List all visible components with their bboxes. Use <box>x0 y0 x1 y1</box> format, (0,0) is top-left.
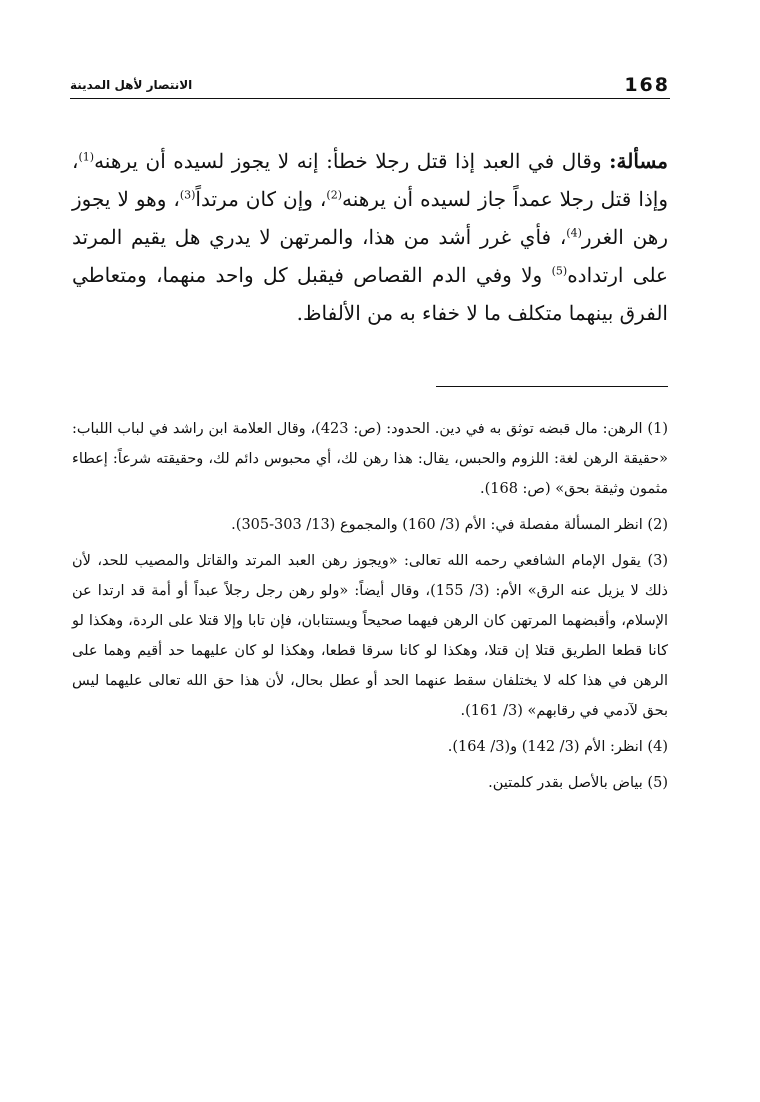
running-title: الانتصار لأهل المدينة <box>70 78 193 92</box>
footnote-number: (3) <box>647 553 669 569</box>
footnote-text: انظر: الأم (3/ 142) و(3/ 164). <box>447 739 643 755</box>
footnote-number: (2) <box>647 517 668 533</box>
text-segment: ، وإذا قتل رجلا عمداً جاز لسيده أن يرهنه <box>72 149 668 211</box>
footnotes <box>72 414 668 804</box>
text-segment: ، وإن كان مرتداً <box>195 187 327 211</box>
footnote-2 <box>72 510 668 540</box>
text-segment: ، فأي غرر أشد من هذا، والمرتهن لا يدري هل يقيم المرتد على ارتداده <box>72 225 668 287</box>
footnote-text: بياض بالأصل بقدر كلمتين. <box>488 775 643 791</box>
text-segment: ، وهو لا يجوز رهن الغرر <box>72 187 669 249</box>
header-rule <box>70 98 670 99</box>
footnote-number: (5) <box>647 775 668 791</box>
footnote-ref-4[interactable]: (4) <box>566 226 582 240</box>
footnote-ref-3[interactable]: (3) <box>179 188 196 202</box>
text-segment: ولا وفي الدم القصاص فيقبل كل واحد منهما، ومتعاطي الفرق بينهما متكلف ما لا خفاء به من الألفاظ. <box>72 263 668 325</box>
footnote-number: (1) <box>647 421 668 437</box>
footnote-text: يقول الإمام الشافعي رحمه الله تعالى: «ويجوز رهن العبد المرتد والقاتل والمصيب للحد، لأن ذلك لا يزيل عنه الرق» الأم: (3/ 155)، وقال أيضاً: «ولو رهن رجل رجلاً عبداً أو أمة قد ارتدا عن الإسلام، وأقبضهما المرتهن كان الرهن فيهما صحيحاً ويستتابان، فإن تابا وإلا قتلا على الردة، وهكذا لو كانا قطعا الطريق قتلا إن قتلا، وهكذا لو كانا سرقا قطعا، وهكذا لو كان عليهما حد أقيم وهما على الرهن في هذا كله لا يختلفان سقط عنهما الحد أو عطل بحال، لأن هذا حق الله تعالى عليهما ليس بحق لآدمي في رقابهم» (3/ 161). <box>72 553 668 719</box>
issue-label: مسألة: <box>609 149 669 173</box>
footnote-separator <box>436 386 668 387</box>
footnote-3 <box>72 546 668 726</box>
footnote-1 <box>72 414 668 504</box>
footnote-ref-2[interactable]: (2) <box>326 188 342 202</box>
footnote-4 <box>72 732 668 762</box>
footnote-ref-5[interactable]: (5) <box>551 264 568 278</box>
footnote-text: انظر المسألة مفصلة في: الأم (3/ 160) والمجموع (13/ 303-305). <box>231 517 643 533</box>
footnote-text: الرهن: مال قبضه توثق به في دين. الحدود: (ص: 423)، وقال العلامة ابن راشد في لباب اللباب: «حقيقة الرهن لغة: اللزوم والحبس، يقال: هذا رهن لك، أي محبوس دائم لك، وحقيقته شرعاً: إعطاء مثمون وثيقة بحق» (ص: 168). <box>72 421 668 497</box>
text-segment: وقال في العبد إذا قتل رجلا خطأ: إنه لا يجوز لسيده أن يرهنه <box>94 149 610 173</box>
page-number: 168 <box>624 74 670 96</box>
footnote-ref-1[interactable]: (1) <box>78 150 95 164</box>
footnote-number: (4) <box>647 739 668 755</box>
footnote-5 <box>72 768 668 798</box>
page-header <box>70 70 670 100</box>
main-text <box>72 142 668 332</box>
